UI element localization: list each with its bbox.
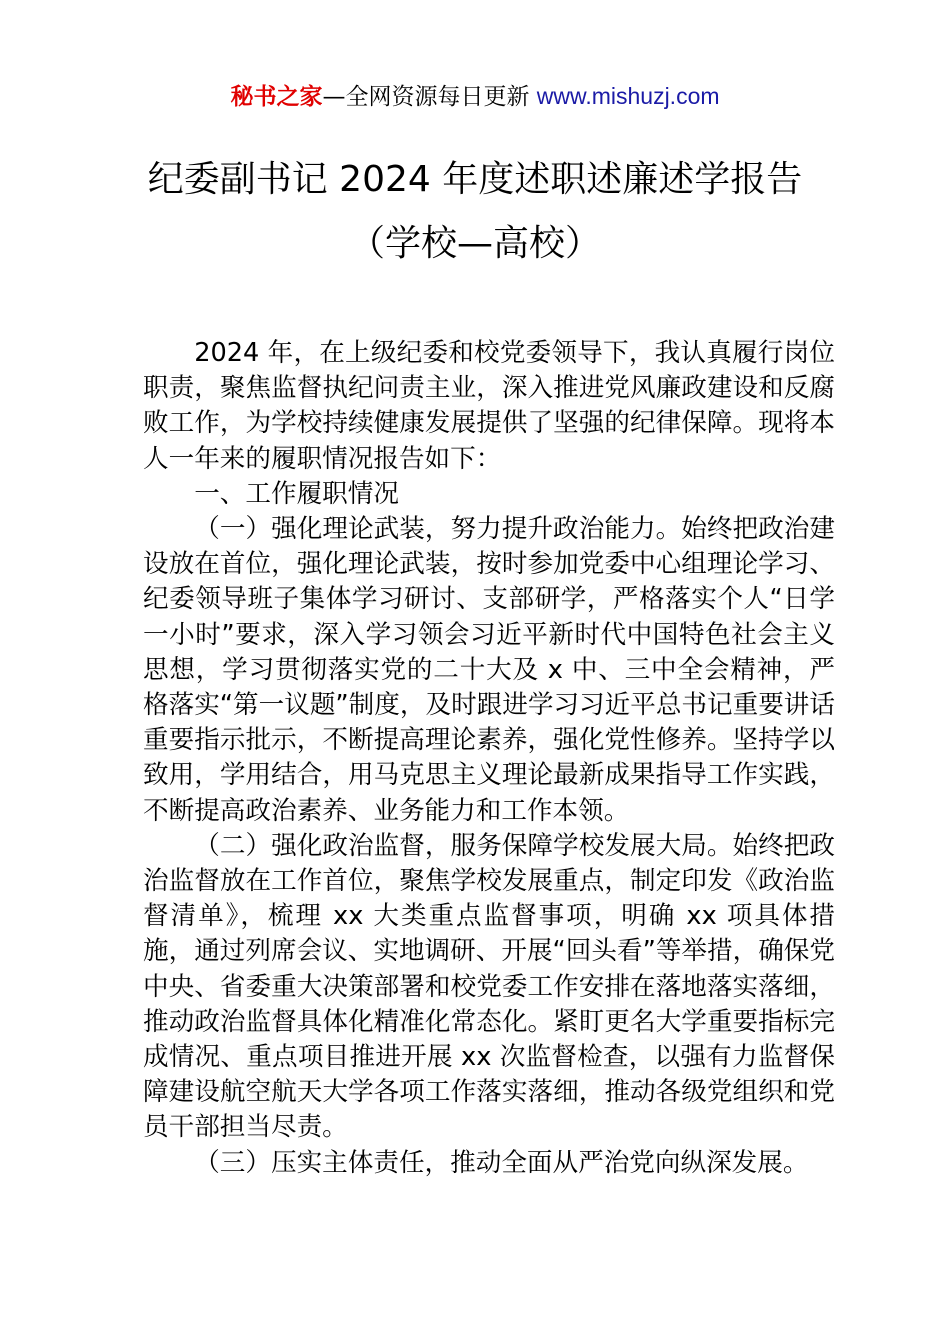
document-title: 纪委副书记 2024 年度述职述廉述学报告 [147, 159, 803, 200]
document-subtitle: （学校—高校） [348, 223, 601, 264]
site-tagline: —全网资源每日更新 [322, 84, 537, 110]
paragraph-item-3: （三）压实主体责任，推动全面从严治党向纵深发展。 [194, 1147, 809, 1178]
document-body [143, 336, 835, 1181]
site-brand: 秘书之家 [230, 84, 323, 110]
paragraph-item-2: （二）强化政治监督，服务保障学校发展大局。始终把政治监督放在工作首位，聚焦学校发展重点，制定印发《政治监督清单》，梳理 xx 大类重点监督事项，明确 xx 项具体措施，通过列席会议、实地调研、开展“回头看”等举措，确保党中央、省委重大决策部署和校党委工作安排在落地落实落细，推动政治监督具体化精准化常态化。紧盯更名大学重要指标完成情况、重点项目推进开展 xx 次监督检查，以强有力监督保障建设航空航天大学各项工作落实落细，推动各级党组织和党员干部担当尽责。 [143, 830, 835, 1143]
site-url-link[interactable]: www.mishuzj.com [536, 83, 720, 109]
section-heading: 一、工作履职情况 [194, 478, 399, 509]
paragraph-item-1: （一）强化理论武装，努力提升政治能力。始终把政治建设放在首位，强化理论武装，按时参加党委中心组理论学习、纪委领导班子集体学习研讨、支部研学，严格落实个人“日学一小时”要求，深入学习领会习近平新时代中国特色社会主义思想，学习贯彻落实党的二十大及 x 中、三中全会精神，严格落实“第一议题”制度，及时跟进学习习近平总书记重要讲话重要指示批示，不断提高理论素养，强化党性修养。坚持学以致用，学用结合，用马克思主义理论最新成果指导工作实践，不断提高政治素养、业务能力和工作本领。 [143, 514, 835, 826]
site-header [0, 80, 950, 113]
paragraph-intro: 2024 年，在上级纪委和校党委领导下，我认真履行岗位职责，聚焦监督执纪问责主业，深入推进党风廉政建设和反腐败工作，为学校持续健康发展提供了坚强的纪律保障。现将本人一年来的履职情况报告如下： [143, 338, 835, 474]
